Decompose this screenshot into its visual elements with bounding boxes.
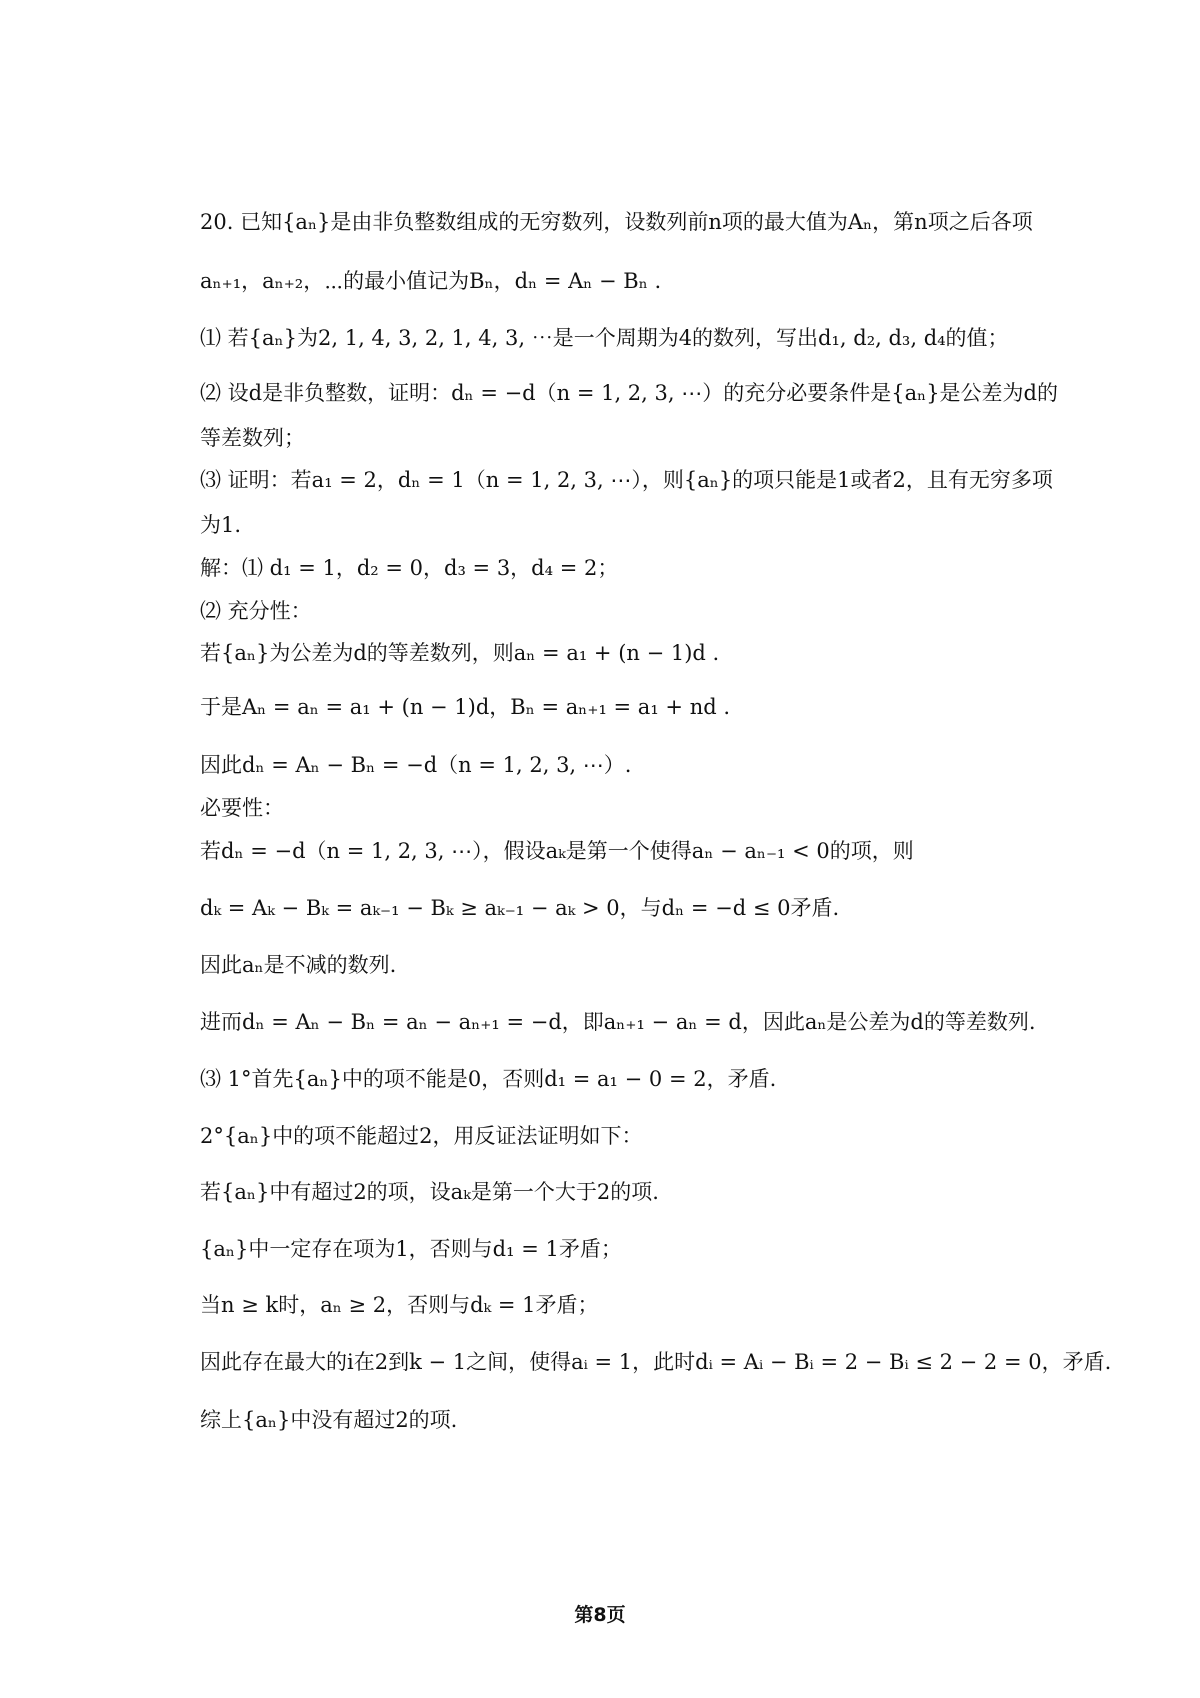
part-1-question: ⑴ 若{aₙ}为2, 1, 4, 3, 2, 1, 4, 3, ⋯是一个周期为4的数列，写出d₁, d₂, d₃, d₄的值； [200, 326, 1009, 350]
solution-line: 若{aₙ}为公差为d的等差数列，则aₙ = a₁ + (n − 1)d . [200, 641, 720, 665]
solution-line: 综上{aₙ}中没有超过2的项. [200, 1408, 458, 1432]
solution-line: 进而dₙ = Aₙ − Bₙ = aₙ − aₙ₊₁ = −d，即aₙ₊₁ − aₙ = d，因此aₙ是公差为d的等差数列. [200, 1010, 1036, 1034]
part-3-question-line-1: ⑶ 证明：若a₁ = 2，dₙ = 1（n = 1, 2, 3, ⋯），则{aₙ}的项只能是1或者2，且有无穷多项 [200, 468, 1053, 492]
solution-part-1: 解：⑴ d₁ = 1，d₂ = 0，d₃ = 3，d₄ = 2； [200, 556, 619, 580]
solution-line: 于是Aₙ = aₙ = a₁ + (n − 1)d，Bₙ = aₙ₊₁ = a₁ + nd . [200, 695, 731, 719]
part-2-question-line-2: 等差数列； [200, 426, 305, 450]
solution-line: 因此存在最大的i在2到k − 1之间，使得aᵢ = 1，此时dᵢ = Aᵢ − Bᵢ = 2 − Bᵢ ≤ 2 − 2 = 0，矛盾. [200, 1350, 1112, 1374]
solution-part-3-step-1: ⑶ 1°首先{aₙ}中的项不能是0，否则d₁ = a₁ − 0 = 2，矛盾. [200, 1067, 777, 1091]
solution-line: {aₙ}中一定存在项为1，否则与d₁ = 1矛盾； [200, 1237, 622, 1261]
solution-part-2-sufficiency-heading: ⑵ 充分性： [200, 599, 312, 623]
part-2-question-line-1: ⑵ 设d是非负整数，证明：dₙ = −d（n = 1, 2, 3, ⋯）的充分必要条件是{aₙ}是公差为d的 [200, 381, 1059, 405]
solution-line: dₖ = Aₖ − Bₖ = aₖ₋₁ − Bₖ ≥ aₖ₋₁ − aₖ > 0，与dₙ = −d ≤ 0矛盾. [200, 896, 840, 920]
page-number: 第8页 [574, 1604, 626, 1626]
part-3-question-line-2: 为1. [200, 513, 242, 537]
solution-part-3-step-2: 2°{aₙ}中的项不能超过2，用反证法证明如下： [200, 1124, 643, 1148]
solution-necessity-heading: 必要性： [200, 796, 284, 820]
solution-line: 因此aₙ是不减的数列. [200, 953, 397, 977]
solution-line: 若dₙ = −d（n = 1, 2, 3, ⋯），假设aₖ是第一个使得aₙ − aₙ₋₁ < 0的项，则 [200, 839, 914, 863]
solution-line: 当n ≥ k时，aₙ ≥ 2，否则与dₖ = 1矛盾； [200, 1293, 599, 1317]
solution-line: 若{aₙ}中有超过2的项，设aₖ是第一个大于2的项. [200, 1180, 659, 1204]
problem-20-statement-line-2: aₙ₊₁，aₙ₊₂，⋯的最小值记为Bₙ，dₙ = Aₙ − Bₙ . [200, 269, 662, 293]
problem-20-statement-line-1: 20. 已知{aₙ}是由非负整数组成的无穷数列，设数列前n项的最大值为Aₙ，第n项之后各项 [200, 210, 1033, 234]
solution-line: 因此dₙ = Aₙ − Bₙ = −d（n = 1, 2, 3, ⋯）. [200, 753, 632, 777]
